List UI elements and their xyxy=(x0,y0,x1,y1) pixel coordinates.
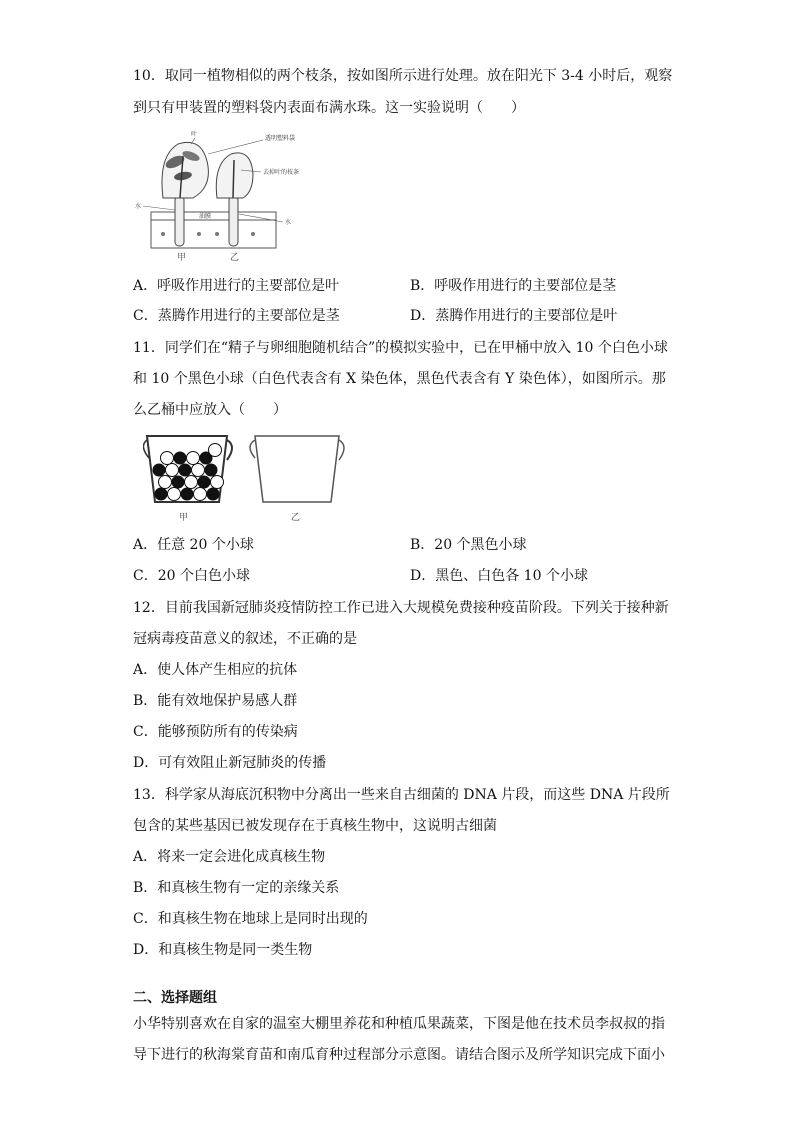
q13-option-a: A．将来一定会进化成真核生物 xyxy=(133,849,326,865)
q10-option-a: A．呼吸作用进行的主要部位是叶 xyxy=(133,278,340,294)
q12-option-c: C．能够预防所有的传染病 xyxy=(133,724,298,740)
q11-figure xyxy=(143,428,363,528)
q12-stem-line2: 冠病毒疫苗意义的叙述，不正确的是 xyxy=(133,631,357,647)
q10-fig-label-b: 乙 xyxy=(230,253,240,262)
q10-fig-label-a: 甲 xyxy=(177,253,187,262)
q10-fig-bag-label: 透明塑料袋 xyxy=(265,135,296,142)
q11-option-a: A．任意 20 个小球 xyxy=(133,537,254,553)
q11-fig-label-a: 甲 xyxy=(179,513,189,523)
q12-option-b: B．能有效地保护易感人群 xyxy=(133,693,298,709)
q11-stem-line2: 和 10 个黑色小球（白色代表含有 X 染色体，黑色代表含有 Y 染色体），如图所示。那 xyxy=(133,371,666,387)
section2-intro-line2: 导下进行的秋海棠育苗和南瓜育种过程部分示意图。请结合图示及所学知识完成下面小 xyxy=(133,1047,665,1063)
q10-fig-oil-label: 油膜 xyxy=(199,213,212,220)
q12-stem-line1: 12．目前我国新冠肺炎疫情防控工作已进入大规模免费接种疫苗阶段。下列关于接种新 xyxy=(133,600,669,616)
q13-option-d: D．和真核生物是同一类生物 xyxy=(133,942,313,958)
q11-option-b: B．20 个黑色小球 xyxy=(410,537,527,553)
q10-option-c: C．蒸腾作用进行的主要部位是茎 xyxy=(133,308,340,324)
q11-option-c: C．20 个白色小球 xyxy=(133,568,250,584)
q10-option-d: D．蒸腾作用进行的主要部位是叶 xyxy=(410,308,618,324)
q12-option-d: D．可有效阻止新冠肺炎的传播 xyxy=(133,755,327,771)
q13-stem-line1: 13．科学家从海底沉积物中分离出一些来自古细菌的 DNA 片段，而这些 DNA 片段所 xyxy=(133,787,670,803)
q11-fig-label-b: 乙 xyxy=(291,513,301,523)
q10-option-b: B．呼吸作用进行的主要部位是茎 xyxy=(410,278,617,294)
q10-fig-water-left: 水 xyxy=(135,203,142,210)
section2-title: 二、选择题组 xyxy=(133,990,217,1006)
q11-option-d: D．黑色、白色各 10 个小球 xyxy=(410,568,588,584)
q13-option-c: C．和真核生物在地球上是同时出现的 xyxy=(133,911,368,927)
q13-stem-line2: 包含的某些基因已被发现存在于真核生物中，这说明古细菌 xyxy=(133,818,497,834)
q10-stem-line2: 到只有甲装置的塑料袋内表面布满水珠。这一实验说明（ ） xyxy=(133,100,525,116)
section2-intro-line1: 小华特别喜欢在自家的温室大棚里养花和种植瓜果蔬菜，下图是他在技术员李叔叔的指 xyxy=(133,1016,665,1032)
q13-option-b: B．和真核生物有一定的亲缘关系 xyxy=(133,880,340,896)
q10-stem-line1: 10．取同一植物相似的两个枝条，按如图所示进行处理。放在阳光下 3-4 小时后，观察 xyxy=(133,68,673,84)
q10-fig-leaf-label: 叶 xyxy=(191,131,198,138)
q10-fig-stem-label: 去掉叶的枝条 xyxy=(263,169,300,176)
q11-stem-line3: 么乙桶中应放入（ ） xyxy=(133,402,287,418)
q11-stem-line1: 11．同学们在“精子与卵细胞随机结合”的模拟实验中，已在甲桶中放入 10 个白色小球 xyxy=(133,340,668,356)
q10-figure xyxy=(133,126,333,262)
q10-fig-water-right: 水 xyxy=(285,219,292,226)
q12-option-a: A．使人体产生相应的抗体 xyxy=(133,662,298,678)
